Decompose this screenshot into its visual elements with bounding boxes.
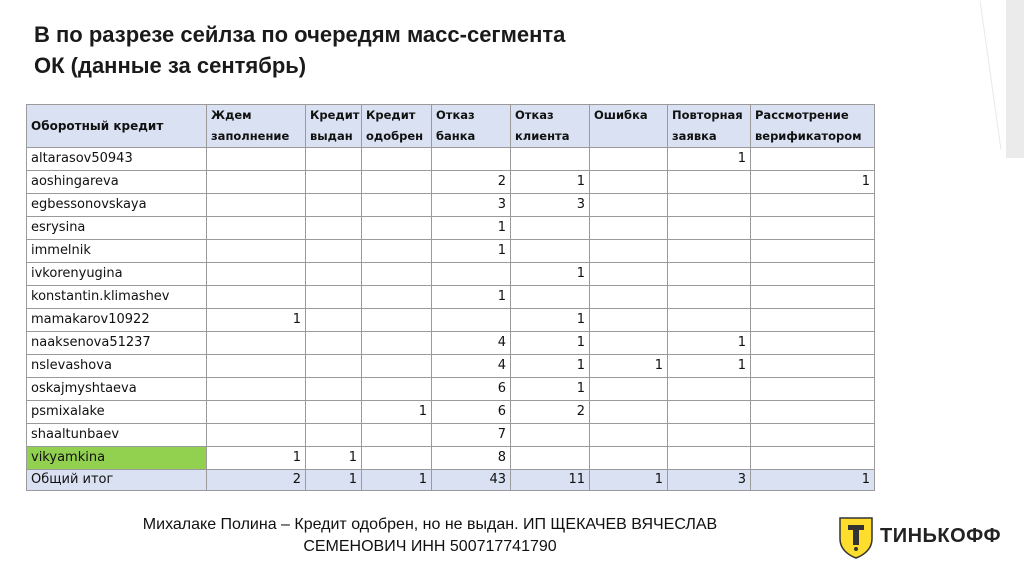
table-cell — [306, 194, 362, 217]
table-row — [27, 401, 875, 424]
table-cell — [207, 401, 306, 424]
row-operator-name: oskajmyshtaeva — [27, 378, 207, 401]
table-cell: 6 — [432, 401, 511, 424]
table-cell: 2 — [432, 171, 511, 194]
column-header: Отказ банка — [432, 105, 511, 148]
table-cell — [511, 286, 590, 309]
table-body — [27, 148, 875, 470]
table-cell — [668, 401, 751, 424]
table-cell — [207, 378, 306, 401]
table-row — [27, 424, 875, 447]
footer-note — [60, 514, 800, 558]
total-cell: 1 — [590, 470, 668, 491]
table-row — [27, 217, 875, 240]
table-row — [27, 332, 875, 355]
total-cell: 2 — [207, 470, 306, 491]
table-cell — [362, 171, 432, 194]
table-cell — [751, 263, 875, 286]
column-header: Оборотный кредит — [27, 105, 207, 148]
footer-line-1: Михалаке Полина – Кредит одобрен, но не выдан. ИП ЩЕКАЧЕВ ВЯЧЕСЛАВ — [142, 516, 718, 533]
table-cell — [362, 424, 432, 447]
table-cell — [207, 148, 306, 171]
table-cell — [590, 401, 668, 424]
table-cell — [668, 194, 751, 217]
table-cell — [751, 447, 875, 470]
table-cell: 6 — [432, 378, 511, 401]
table-cell: 7 — [432, 424, 511, 447]
table-cell — [751, 332, 875, 355]
table-cell: 1 — [511, 263, 590, 286]
page-title — [34, 19, 734, 81]
row-operator-name: immelnik — [27, 240, 207, 263]
column-header: Кредит одобрен — [362, 105, 432, 148]
table-cell — [362, 332, 432, 355]
table-cell — [511, 148, 590, 171]
table-cell — [306, 217, 362, 240]
table-cell: 1 — [511, 378, 590, 401]
table-cell — [590, 286, 668, 309]
table-cell — [590, 148, 668, 171]
table-row — [27, 148, 875, 171]
table-cell — [751, 355, 875, 378]
table-cell — [362, 378, 432, 401]
table-cell — [306, 401, 362, 424]
table-cell — [751, 217, 875, 240]
row-operator-name: konstantin.klimashev — [27, 286, 207, 309]
table-cell — [362, 447, 432, 470]
table-cell: 1 — [432, 240, 511, 263]
table-cell — [668, 286, 751, 309]
table-cell: 4 — [432, 332, 511, 355]
table-row — [27, 240, 875, 263]
table-cell — [362, 286, 432, 309]
table-cell — [511, 217, 590, 240]
table-cell — [306, 355, 362, 378]
total-label: Общий итог — [27, 470, 207, 491]
row-operator-name: esrysina — [27, 217, 207, 240]
table-cell — [432, 148, 511, 171]
row-operator-name: mamakarov10922 — [27, 309, 207, 332]
table-row — [27, 447, 875, 470]
table-cell — [362, 217, 432, 240]
table-cell: 1 — [432, 286, 511, 309]
table-cell — [668, 309, 751, 332]
table-cell — [362, 263, 432, 286]
table-cell: 3 — [511, 194, 590, 217]
column-header: Ошибка — [590, 105, 668, 148]
table-cell — [590, 194, 668, 217]
row-operator-name: nslevashova — [27, 355, 207, 378]
table-cell — [668, 217, 751, 240]
table-cell — [751, 378, 875, 401]
table-cell — [751, 309, 875, 332]
table-row — [27, 309, 875, 332]
table-cell — [751, 401, 875, 424]
table-cell — [207, 355, 306, 378]
table-cell: 1 — [511, 355, 590, 378]
table-cell — [207, 263, 306, 286]
table-cell — [207, 194, 306, 217]
footer-line-2: СЕМЕНОВИЧ ИНН 500717741790 — [303, 538, 557, 555]
decorative-line — [980, 1, 1002, 150]
table-cell: 1 — [306, 447, 362, 470]
row-operator-name: naaksenova51237 — [27, 332, 207, 355]
table-cell — [207, 171, 306, 194]
table-cell — [511, 424, 590, 447]
table-cell — [207, 332, 306, 355]
table-row — [27, 194, 875, 217]
title-line-1: В по разрезе сейлза по очередям масс-сегмента — [34, 22, 566, 47]
table-cell — [362, 309, 432, 332]
row-operator-name: altarasov50943 — [27, 148, 207, 171]
table-cell: 1 — [207, 447, 306, 470]
table-cell: 8 — [432, 447, 511, 470]
table-cell — [590, 332, 668, 355]
table-cell — [306, 309, 362, 332]
total-cell: 1 — [306, 470, 362, 491]
table-cell — [751, 148, 875, 171]
table-cell — [590, 240, 668, 263]
row-operator-name: egbessonovskaya — [27, 194, 207, 217]
table-cell — [668, 171, 751, 194]
table-cell — [751, 240, 875, 263]
table-total-row — [27, 470, 875, 491]
table-cell: 1 — [751, 171, 875, 194]
table-cell — [432, 263, 511, 286]
decorative-side-bar — [1006, 0, 1024, 158]
table-cell — [306, 424, 362, 447]
table-cell — [306, 148, 362, 171]
column-header: Отказ клиента — [511, 105, 590, 148]
total-cell: 1 — [362, 470, 432, 491]
table-cell — [207, 424, 306, 447]
table-cell: 1 — [511, 332, 590, 355]
table-cell: 1 — [590, 355, 668, 378]
table-cell — [668, 263, 751, 286]
table-cell: 3 — [432, 194, 511, 217]
total-cell: 1 — [751, 470, 875, 491]
table-cell: 4 — [432, 355, 511, 378]
column-header: Кредит выдан — [306, 105, 362, 148]
table-cell — [751, 194, 875, 217]
table-header-row — [27, 105, 875, 148]
table-cell: 1 — [207, 309, 306, 332]
table-cell — [668, 378, 751, 401]
table-cell — [590, 378, 668, 401]
table-cell — [751, 286, 875, 309]
column-header: Ждем заполнение — [207, 105, 306, 148]
table-cell — [306, 332, 362, 355]
table-row — [27, 171, 875, 194]
table-cell — [362, 240, 432, 263]
table-cell — [511, 447, 590, 470]
table-cell — [362, 194, 432, 217]
table-cell — [306, 171, 362, 194]
table-cell — [751, 424, 875, 447]
table-cell — [590, 447, 668, 470]
table-cell — [306, 286, 362, 309]
table-cell — [306, 378, 362, 401]
table-cell: 2 — [511, 401, 590, 424]
table-cell — [590, 263, 668, 286]
total-cell: 11 — [511, 470, 590, 491]
table-cell — [511, 240, 590, 263]
table-cell — [590, 171, 668, 194]
table-cell: 1 — [668, 355, 751, 378]
table-cell — [362, 355, 432, 378]
table-cell — [306, 240, 362, 263]
tinkoff-emblem-icon — [836, 515, 876, 559]
table-cell — [207, 240, 306, 263]
row-operator-name: ivkorenyugina — [27, 263, 207, 286]
table-cell: 1 — [511, 309, 590, 332]
table-cell: 1 — [511, 171, 590, 194]
table-cell — [207, 286, 306, 309]
table-cell — [668, 424, 751, 447]
table-row — [27, 378, 875, 401]
table-row — [27, 355, 875, 378]
sales-table — [26, 104, 875, 491]
table-cell: 1 — [432, 217, 511, 240]
row-operator-name: aoshingareva — [27, 171, 207, 194]
table-cell — [590, 217, 668, 240]
total-cell: 43 — [432, 470, 511, 491]
table-cell — [432, 309, 511, 332]
table-cell — [668, 240, 751, 263]
row-operator-name: shaaltunbaev — [27, 424, 207, 447]
row-operator-name: psmixalake — [27, 401, 207, 424]
table-cell — [668, 447, 751, 470]
table-cell: 1 — [668, 148, 751, 171]
column-header: Повторная заявка — [668, 105, 751, 148]
table-cell — [590, 309, 668, 332]
table-cell — [590, 424, 668, 447]
table-cell — [362, 148, 432, 171]
table-cell — [306, 263, 362, 286]
title-line-2: ОК (данные за сентябрь) — [34, 53, 307, 78]
row-operator-name: vikyamkina — [27, 447, 207, 470]
column-header: Рассмотрение верификатором — [751, 105, 875, 148]
table-row — [27, 286, 875, 309]
table-cell: 1 — [362, 401, 432, 424]
table-row — [27, 263, 875, 286]
logo-wordmark: ТИНЬКОФФ — [880, 525, 1002, 547]
table-cell: 1 — [668, 332, 751, 355]
tinkoff-logo — [836, 515, 1016, 559]
total-cell: 3 — [668, 470, 751, 491]
table-cell — [207, 217, 306, 240]
